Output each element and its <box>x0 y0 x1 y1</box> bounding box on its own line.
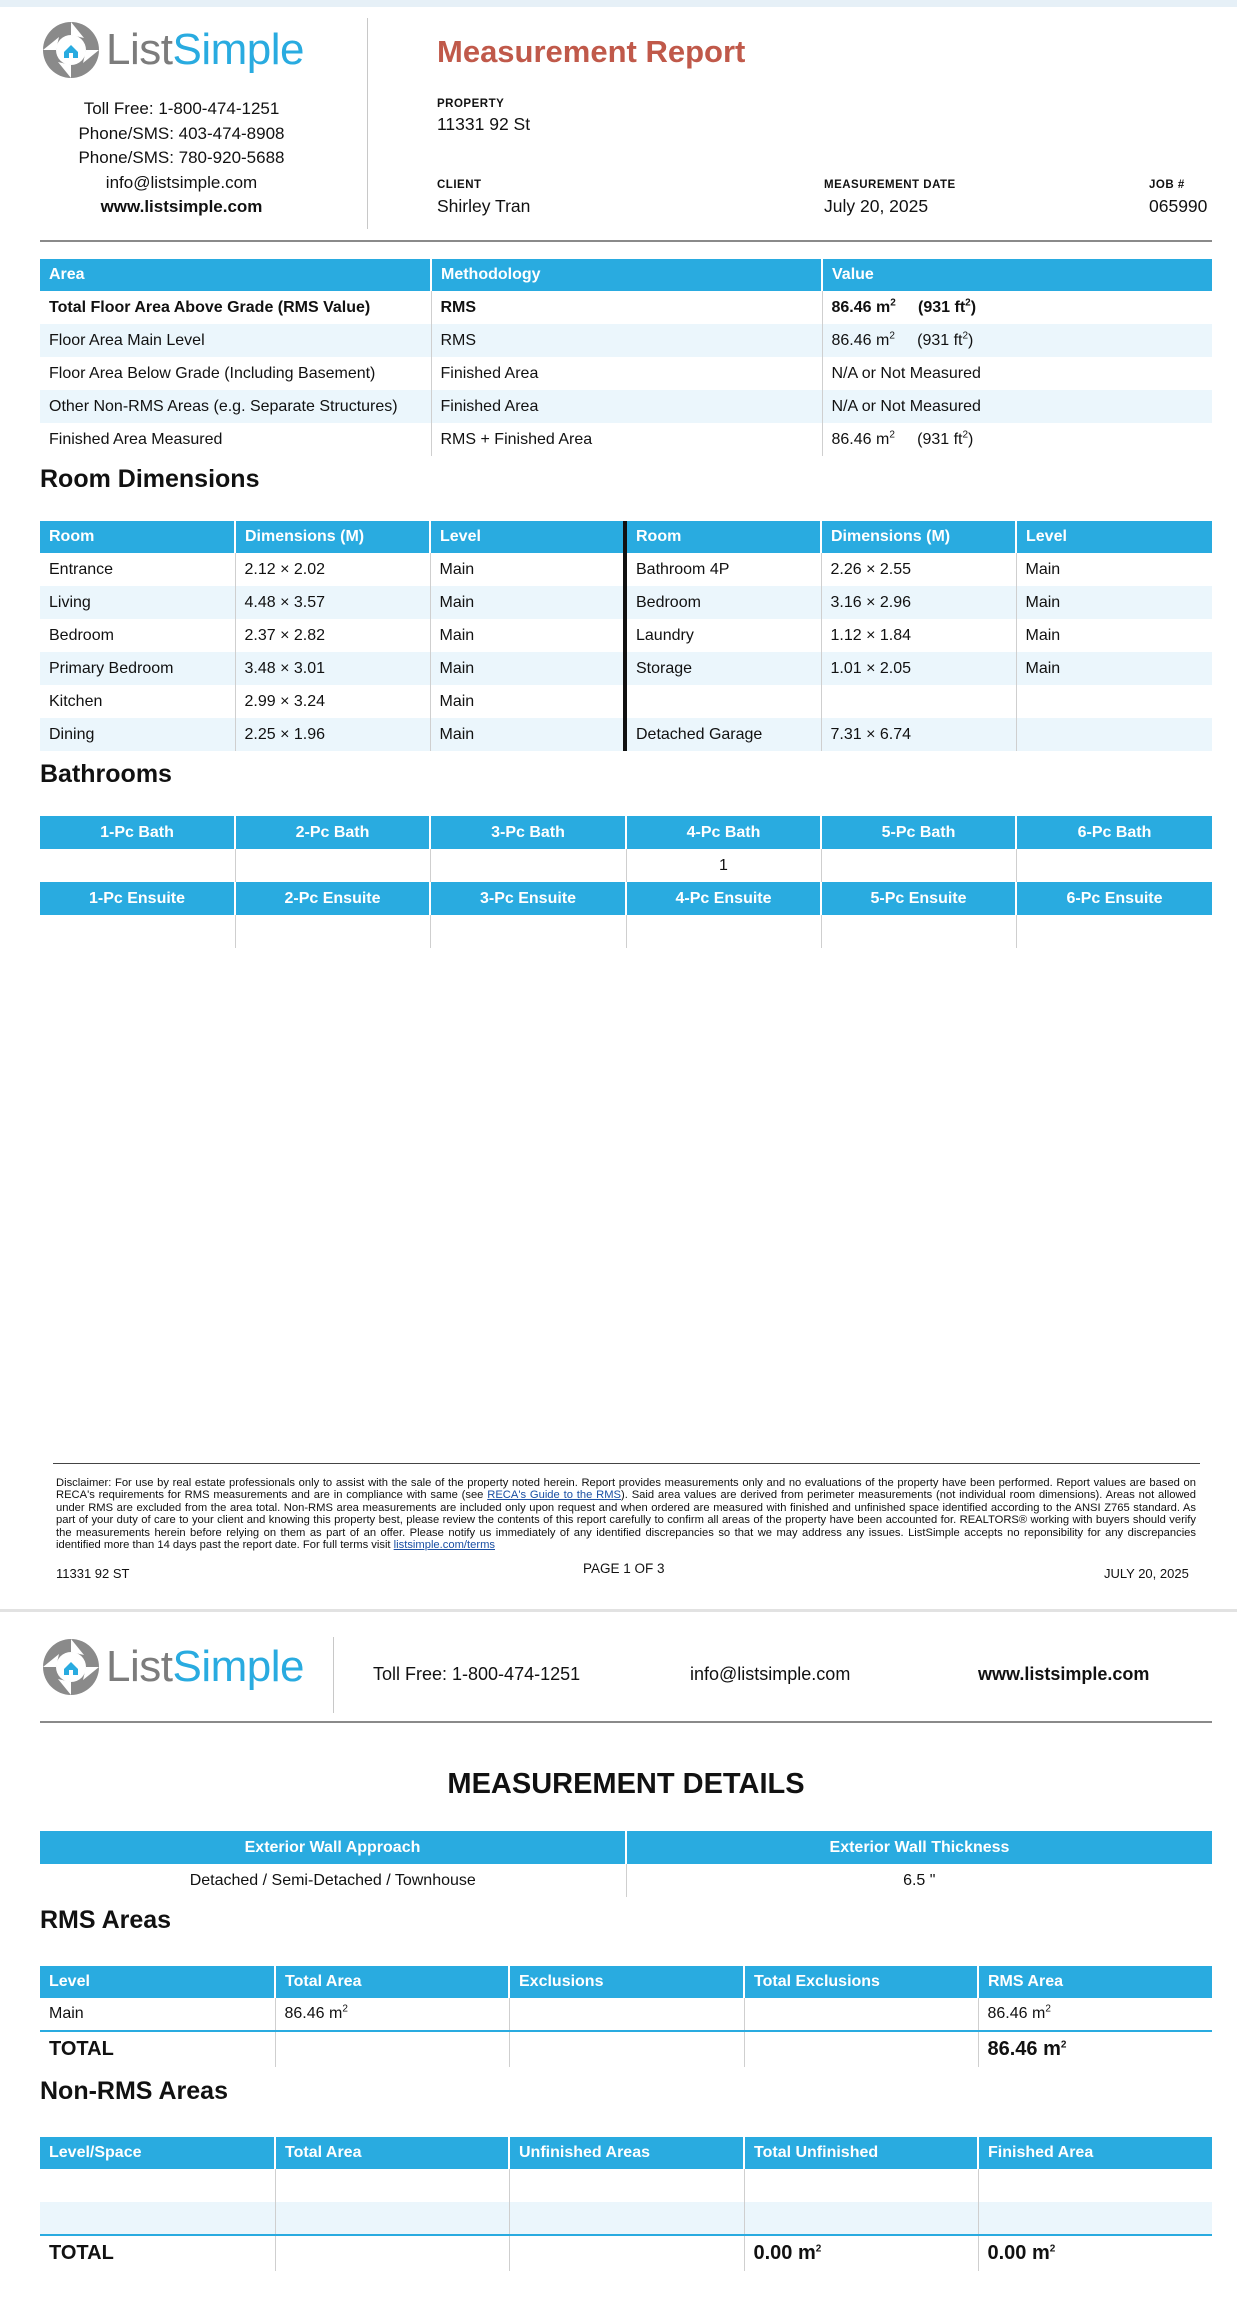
dimensions-cell: 2.25 × 1.96 <box>235 718 430 751</box>
header-divider <box>367 18 368 229</box>
logo-list-text: List <box>106 1642 173 1691</box>
ensuite-5pc-header: 5-Pc Ensuite <box>821 882 1016 915</box>
table-row <box>40 1998 1212 2031</box>
level-cell <box>1016 685 1212 718</box>
dimensions-cell: 4.48 × 3.57 <box>235 586 430 619</box>
ensuite-6pc-count <box>1016 915 1212 948</box>
room-cell: Living <box>40 586 235 619</box>
dimensions-cell: 2.12 × 2.02 <box>235 553 430 586</box>
rms-level-header: Level <box>40 1966 275 1998</box>
room-cell: Bedroom <box>625 586 821 619</box>
rms-total-area-header: Total Area <box>275 1966 509 1998</box>
rms-total-exclusions-header: Total Exclusions <box>744 1966 978 1998</box>
room-cell: Entrance <box>40 553 235 586</box>
client-label: CLIENT <box>437 179 482 191</box>
ensuite-4pc-header: 4-Pc Ensuite <box>626 882 821 915</box>
bath-6pc-header: 6-Pc Bath <box>1016 816 1212 849</box>
area-cell: Floor Area Below Grade (Including Basement) <box>40 357 431 390</box>
logo-list-text: List <box>106 25 173 74</box>
rms-total-area-cell: 86.46 $m^2$ <box>275 1998 509 2031</box>
logo-wordmark <box>106 1642 304 1692</box>
level-cell: Main <box>430 553 625 586</box>
empty-cell <box>509 2031 744 2067</box>
non-rms-areas-title: Non-RMS Areas <box>40 2077 228 2105</box>
logo-simple-text: Simple <box>172 1642 304 1691</box>
measurement-details-title: MEASUREMENT DETAILS <box>447 1768 805 1800</box>
bath-5pc-header: 5-Pc Bath <box>821 816 1016 849</box>
camera-aperture-icon <box>40 20 102 80</box>
empty-cell <box>40 2169 275 2202</box>
area-cell: Finished Area Measured <box>40 423 431 456</box>
empty-cell <box>509 2169 744 2202</box>
room-cell: Bathroom 4P <box>625 553 821 586</box>
area-cell: Total Floor Area Above Grade (RMS Value) <box>40 291 431 324</box>
ensuite-count-row <box>40 915 1212 948</box>
rms-level-cell: Main <box>40 1998 275 2031</box>
empty-cell <box>509 2202 744 2235</box>
rms-total-area-value: 86.46 m <box>284 2005 343 2022</box>
table-row <box>40 390 1212 423</box>
listsimple-logo-page2 <box>40 1637 304 1697</box>
method-cell: Finished Area <box>431 390 822 423</box>
phone-number-2: Phone/SMS: 780-920-5688 <box>78 148 285 167</box>
ensuite-3pc-count <box>430 915 626 948</box>
room-cell: Kitchen <box>40 685 235 718</box>
room-cell: Primary Bedroom <box>40 652 235 685</box>
job-number-value: 065990 <box>1149 196 1208 216</box>
header-rule <box>40 240 1212 242</box>
dimensions-cell: 2.99 × 3.24 <box>235 685 430 718</box>
rms-areas-title: RMS Areas <box>40 1906 172 1934</box>
table-row <box>40 1864 1212 1897</box>
ensuite-3pc-header: 3-Pc Ensuite <box>430 882 626 915</box>
wall-approach-value: Detached / Semi-Detached / Townhouse <box>40 1864 626 1897</box>
nonrms-finished-area-header: Finished Area <box>978 2137 1212 2169</box>
measurement-date-label: MEASUREMENT DATE <box>824 179 956 191</box>
bathrooms-table <box>40 816 1212 948</box>
bath-1pc-count <box>40 849 235 882</box>
rms-total-row <box>40 2031 1212 2067</box>
website-link-page2[interactable]: www.listsimple.com <box>978 1664 1150 1684</box>
value-imperial: (931 ft <box>918 298 966 316</box>
header-divider-page2 <box>333 1637 334 1713</box>
value-metric: 86.46 m <box>831 331 890 349</box>
contact-block <box>40 97 323 220</box>
client-value: Shirley Tran <box>437 196 531 216</box>
room-cell <box>625 685 821 718</box>
nonrms-level-header: Level/Space <box>40 2137 275 2169</box>
bath-3pc-count <box>430 849 626 882</box>
table-row <box>40 685 1212 718</box>
ensuite-2pc-count <box>235 915 430 948</box>
table-row <box>40 357 1212 390</box>
ensuite-5pc-count <box>821 915 1016 948</box>
level-cell: Main <box>1016 586 1212 619</box>
level-cell: Main <box>1025 560 1061 578</box>
room-dimensions-title: Room Dimensions <box>40 465 260 493</box>
methodology-col-header: Methodology <box>431 259 822 291</box>
value-cell: 86.46 $m^2$ (931 $ft^2$) <box>831 297 977 316</box>
logo-wordmark <box>106 25 304 75</box>
table-row <box>40 652 1212 685</box>
value-cell: 86.46 $m^2$ (931 $ft^2$) <box>831 429 974 448</box>
ensuite-1pc-count <box>40 915 235 948</box>
table-row <box>40 324 1212 357</box>
empty-cell <box>978 2202 1212 2235</box>
rms-exclusions-header: Exclusions <box>509 1966 744 1998</box>
room-col-header: Room <box>40 521 235 553</box>
disclaimer-part-2: ). Said area values are derived from perimeter measurements (not individual room dimensions). Areas not allowed under RMS are excluded from the area total. Non-RMS area measurements are included only upon request and when ordered are measured with finished and unfinished space identified according to the ANSI Z765 standard. As part of your duty of care to your client and knowing this property best, please review the contents of this report carefully to confirm all areas of the property have been accounted for. REALTORS® working with buyers should verify the measurements herein before relying on them as part of an offer. Please notify us immediately of any identified discrepancies so that we may address any issues. ListSimple accepts no reponsibility for any discrepancies identified more than 14 days past the report date. For full terms visit <box>56 1489 1196 1552</box>
value-cell: N/A or Not Measured <box>831 364 981 382</box>
empty-cell <box>275 2235 509 2271</box>
rms-total-value: 86.46 $m^2$ <box>978 2031 1212 2067</box>
empty-cell <box>744 2202 978 2235</box>
bath-5pc-count <box>821 849 1016 882</box>
rms-total-exclusions-cell <box>744 1998 978 2031</box>
toll-free-number: Toll Free: 1-800-474-1251 <box>83 99 280 118</box>
method-cell: RMS <box>431 324 822 357</box>
listsimple-logo <box>40 20 304 80</box>
dimensions-col-header-2: Dimensions (M) <box>821 521 1016 553</box>
dimensions-cell: 2.37 × 2.82 <box>235 619 430 652</box>
room-cell: Bedroom <box>40 619 235 652</box>
bath-6pc-count <box>1016 849 1212 882</box>
value-imperial: (931 ft <box>917 430 963 448</box>
empty-cell <box>744 2031 978 2067</box>
report-title: Measurement Report <box>437 34 746 69</box>
phone-number-1: Phone/SMS: 403-474-8908 <box>78 123 285 143</box>
bath-2pc-count <box>235 849 430 882</box>
table-row <box>40 2202 1212 2235</box>
room-cell: Dining <box>40 718 235 751</box>
exterior-wall-table <box>40 1831 1212 1897</box>
total-unfinished-value: 0.00 m <box>753 2242 816 2264</box>
rms-area-value: 86.46 m <box>987 2005 1046 2022</box>
dimensions-cell: 2.26 × 2.55 <box>821 553 1016 586</box>
nonrms-total-unfinished: 0.00 $m^2$ <box>744 2235 978 2271</box>
empty-cell <box>40 2202 275 2235</box>
nonrms-finished-area: 0.00 $m^2$ <box>978 2235 1212 2271</box>
value-metric: 86.46 m <box>831 298 891 316</box>
wall-thickness-value: 6.5 " <box>903 1871 936 1889</box>
nonrms-unfinished-header: Unfinished Areas <box>509 2137 744 2169</box>
non-rms-areas-table <box>40 2137 1212 2271</box>
method-cell: RMS <box>431 291 822 324</box>
page-separator <box>0 1609 1237 1612</box>
area-cell: Other Non-RMS Areas (e.g. Separate Structures) <box>40 390 431 423</box>
room-col-header-2: Room <box>625 521 821 553</box>
level-cell: Main <box>1016 652 1212 685</box>
ensuite-6pc-header: 6-Pc Ensuite <box>1016 882 1212 915</box>
room-cell: Storage <box>625 652 821 685</box>
empty-cell <box>744 2169 978 2202</box>
dimensions-cell: 3.16 × 2.96 <box>821 586 1016 619</box>
rms-area-header: RMS Area <box>978 1966 1212 1998</box>
level-cell: Main <box>430 685 625 718</box>
dimensions-cell: 7.31 × 6.74 <box>821 718 1016 751</box>
logo-simple-text: Simple <box>172 25 304 74</box>
bath-1pc-header: 1-Pc Bath <box>40 816 235 849</box>
value-cell: 86.46 $m^2$ (931 $ft^2$) <box>822 324 1212 357</box>
header-rule-page2 <box>40 1721 1212 1723</box>
rms-exclusions-cell <box>509 1998 744 2031</box>
nonrms-total-area-header: Total Area <box>275 2137 509 2169</box>
terms-link[interactable]: listsimple.com/terms <box>393 1539 495 1552</box>
bath-4pc-header: 4-Pc Bath <box>626 816 821 849</box>
level-cell: Main <box>1025 626 1061 644</box>
level-cell: Main <box>430 652 625 685</box>
area-cell: Floor Area Main Level <box>40 324 431 357</box>
empty-cell <box>509 2235 744 2271</box>
rms-areas-table <box>40 1966 1212 2067</box>
table-row <box>40 423 1212 456</box>
method-cell: RMS + Finished Area <box>431 423 822 456</box>
nonrms-total-row <box>40 2235 1212 2271</box>
bathrooms-title: Bathrooms <box>40 760 172 788</box>
level-cell: Main <box>430 619 625 652</box>
footer-date: JULY 20, 2025 <box>1104 1566 1189 1581</box>
table-row <box>40 619 1212 652</box>
area-summary-table <box>40 259 1212 456</box>
contact-email: info@listsimple.com <box>105 172 258 192</box>
room-cell: Laundry <box>625 619 821 652</box>
job-number-label: JOB # <box>1149 179 1185 191</box>
dimensions-cell: 1.01 × 2.05 <box>821 652 1016 685</box>
rms-area-cell: 86.46 $m^2$ <box>987 2003 1051 2022</box>
empty-cell <box>275 2031 509 2067</box>
table-row <box>40 553 1212 586</box>
nonrms-total-unfinished-header: Total Unfinished <box>744 2137 978 2169</box>
disclaimer-rule <box>53 1463 1200 1464</box>
measurement-date-value: July 20, 2025 <box>824 196 929 216</box>
ensuite-4pc-count <box>626 915 821 948</box>
dimensions-cell <box>821 685 1016 718</box>
room-dimensions-table <box>40 521 1212 751</box>
table-row <box>40 718 1212 751</box>
bath-4pc-count: 1 <box>626 849 821 882</box>
value-col-header: Value <box>822 259 1212 291</box>
level-col-header-2: Level <box>1016 521 1212 553</box>
rms-total-label: TOTAL <box>40 2031 275 2067</box>
value-metric: 86.46 m <box>831 430 890 448</box>
dimensions-col-header: Dimensions (M) <box>235 521 430 553</box>
top-bar <box>0 0 1237 7</box>
area-col-header: Area <box>40 259 431 291</box>
wall-approach-header: Exterior Wall Approach <box>40 1831 626 1864</box>
camera-aperture-icon <box>40 1637 102 1697</box>
level-cell <box>1016 718 1212 751</box>
bath-2pc-header: 2-Pc Bath <box>235 816 430 849</box>
disclaimer-text <box>56 1477 1196 1551</box>
website-link[interactable]: www.listsimple.com <box>100 197 263 216</box>
property-value: 11331 92 St <box>437 114 531 134</box>
method-cell: Finished Area <box>431 357 822 390</box>
room-cell: Detached Garage <box>625 718 821 751</box>
toll-free-number-page2: Toll Free: 1-800-474-1251 <box>373 1664 581 1684</box>
bath-3pc-header: 3-Pc Bath <box>430 816 626 849</box>
footer-page-number: PAGE 1 OF 3 <box>583 1561 665 1576</box>
empty-cell <box>275 2202 509 2235</box>
property-label: PROPERTY <box>437 98 505 110</box>
empty-cell <box>275 2169 509 2202</box>
nonrms-total-label: TOTAL <box>40 2235 275 2271</box>
level-cell: Main <box>430 586 625 619</box>
table-row <box>40 291 1212 324</box>
wall-thickness-header: Exterior Wall Thickness <box>626 1831 1212 1864</box>
level-cell: Main <box>430 718 625 751</box>
level-col-header: Level <box>430 521 625 553</box>
ensuite-1pc-header: 1-Pc Ensuite <box>40 882 235 915</box>
dimensions-cell: 3.48 × 3.01 <box>235 652 430 685</box>
bath-count-row <box>40 849 1212 882</box>
finished-area-value: 0.00 m <box>987 2242 1050 2264</box>
dimensions-cell: 1.12 × 1.84 <box>821 619 1016 652</box>
reca-guide-link[interactable]: RECA's Guide to the RMS <box>487 1489 622 1502</box>
value-imperial: (931 ft <box>917 331 963 349</box>
ensuite-2pc-header: 2-Pc Ensuite <box>235 882 430 915</box>
rms-total-area: 86.46 m <box>987 2038 1061 2060</box>
footer-address: 11331 92 ST <box>56 1566 130 1581</box>
value-cell: N/A or Not Measured <box>822 390 1212 423</box>
contact-email-page2: info@listsimple.com <box>690 1664 851 1684</box>
table-row <box>40 2169 1212 2202</box>
disclaimer-part-1: Disclaimer: For use by real estate professionals only to assist with the sale of the property noted herein. Report provides measurements only and no evaluations of the property have been performed. Report values are based on RECA's requirements for RMS measurements and are in compliance with same (see <box>56 1477 1196 1502</box>
table-row <box>40 586 1212 619</box>
empty-cell <box>978 2169 1212 2202</box>
